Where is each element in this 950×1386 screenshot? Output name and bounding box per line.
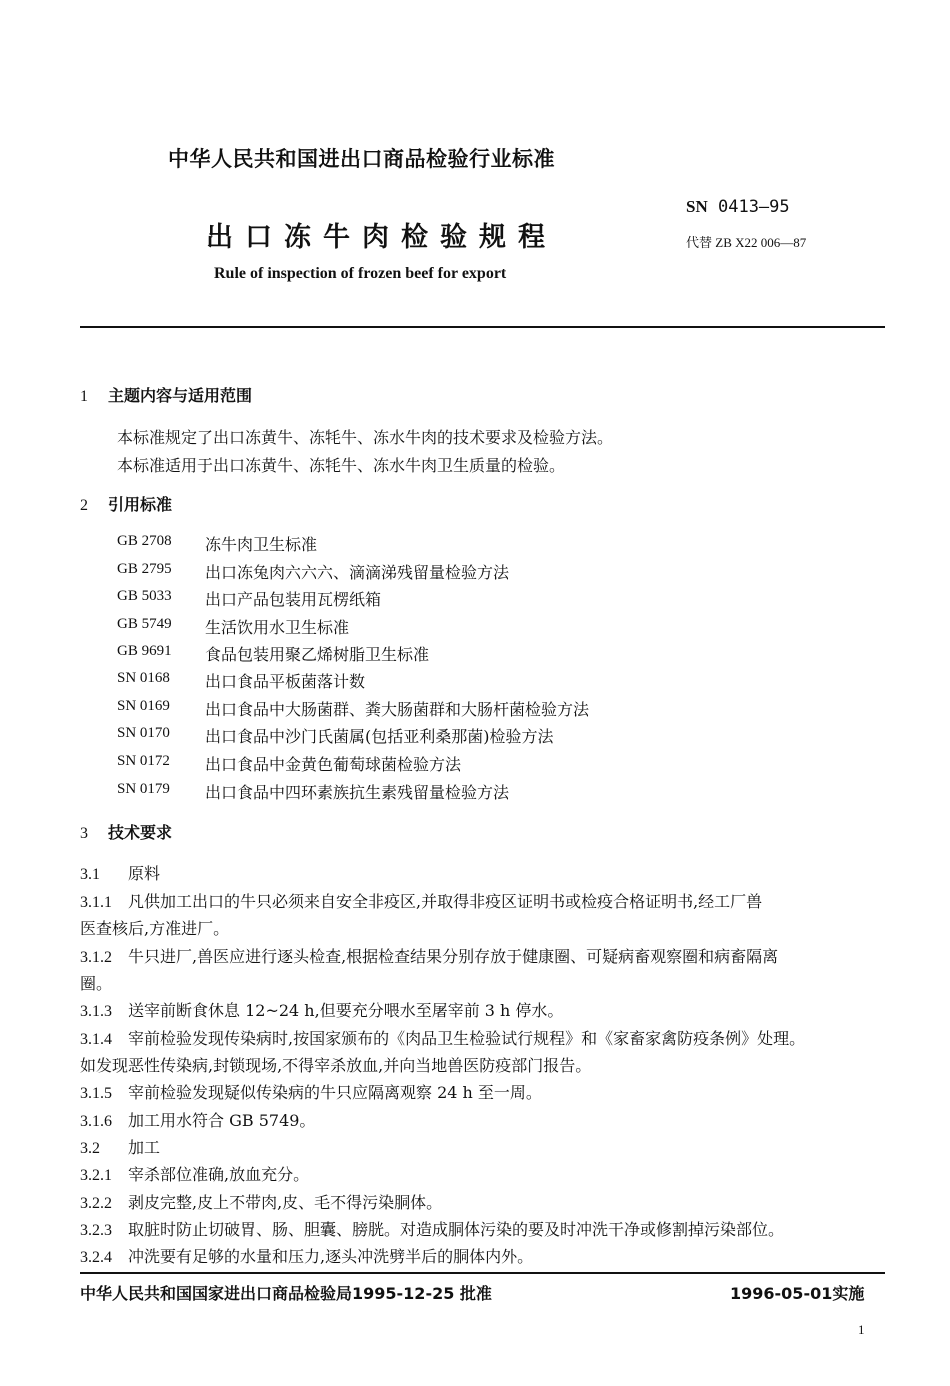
reference-code: GB 2795 [117,561,172,577]
clause-number: 3.1.3 [80,1003,112,1020]
footer-divider [80,1272,885,1274]
approval-statement: 中华人民共和国国家进出口商品检验局1995-12-25 批准 [80,1284,492,1303]
reference-title: 出口冻兔肉六六六、滴滴涕残留量检验方法 [205,563,510,582]
clause-3-1-2-continuation: 圈。 [80,974,113,993]
reference-code: GB 5033 [117,588,172,604]
reference-title: 冻牛肉卫生标准 [205,535,318,554]
clause-text: 宰前检验发现疑似传染病的牛只应隔离观察 24 h 至一周。 [128,1083,542,1102]
clause-3-1-1-continuation: 医查核后,方准进厂。 [80,919,230,938]
reference-code: SN 0168 [117,670,170,686]
reference-title: 生活饮用水卫生标准 [205,618,350,637]
clause-text: 加工 [128,1138,161,1157]
effective-label: 实施 [832,1284,865,1303]
issuing-authority-title: 中华人民共和国进出口商品检验行业标准 [168,147,555,171]
reference-title: 出口食品中沙门氏菌属(包括亚利桑那菌)检验方法 [205,727,554,746]
reference-code: GB 2708 [117,533,172,549]
clause-3-2-2 [80,1190,442,1213]
clause-text: 加工用水符合 GB 5749。 [128,1111,316,1130]
clause-3-2 [80,1135,160,1158]
clause-3-2-3 [80,1217,784,1240]
section-1-heading [80,383,252,406]
clause-number: 3.2.1 [80,1167,112,1184]
clause-text: 送宰前断食休息 12~24 h,但要充分喂水至屠宰前 3 h 停水。 [128,1001,564,1020]
clause-text: 原料 [128,864,161,883]
reference-code: GB 5749 [117,616,172,632]
reference-title: 出口食品中四环素族抗生素残留量检验方法 [205,783,510,802]
clause-3-1-1 [80,889,762,912]
clause-text: 凡供加工出口的牛只必须来自安全非疫区,并取得非疫区证明书或检疫合格证明书,经工厂兽 [128,892,763,911]
scope-paragraph: 本标准规定了出口冻黄牛、冻牦牛、冻水牛肉的技术要求及检验方法。 [117,428,614,447]
clause-number: 3.1 [80,866,100,883]
clause-text: 取脏时防止切破胃、肠、胆囊、膀胱。对造成胴体污染的要及时冲洗干净或修割掉污染部位。 [128,1220,785,1239]
section-title: 技术要求 [108,823,173,842]
clause-number: 3.2.3 [80,1222,112,1239]
section-2-heading [80,492,172,515]
reference-code: SN 0169 [117,698,170,714]
reference-title: 出口食品中金黄色葡萄球菌检验方法 [205,755,462,774]
reference-title: 出口食品平板菌落计数 [205,672,366,691]
clause-number: 3.1.2 [80,949,112,966]
page-number: 1 [858,1322,865,1337]
clause-number: 3.2.2 [80,1195,112,1212]
section-title: 主题内容与适用范围 [108,386,253,405]
clause-3-1-5 [80,1080,542,1103]
section-number: 2 [80,497,88,514]
clause-text: 牛只进厂,兽医应进行逐头检查,根据检查结果分别存放于健康圈、可疑病畜观察圈和病畜隔离 [128,947,779,966]
clause-3-1-4-continuation: 如发现恶性传染病,封锁现场,不得宰杀放血,并向当地兽医防疫部门报告。 [80,1056,592,1075]
clause-number: 3.1.1 [80,894,112,911]
clause-number: 3.2 [80,1140,100,1157]
applicability-paragraph: 本标准适用于出口冻黄牛、冻牦牛、冻水牛肉卫生质量的检验。 [117,456,566,475]
clause-number: 3.1.5 [80,1085,112,1102]
clause-3-1 [80,861,160,884]
header-divider [80,326,885,328]
clause-3-2-4 [80,1244,533,1267]
reference-code: SN 0170 [117,725,170,741]
document-title: 出口冻牛肉检验规程 [206,222,557,253]
clause-text: 宰杀部位准确,放血充分。 [128,1165,310,1184]
clause-3-1-6 [80,1108,315,1131]
reference-title: 出口产品包装用瓦楞纸箱 [205,590,382,609]
clause-text: 冲洗要有足够的水量和压力,逐头冲洗劈半后的胴体内外。 [128,1247,534,1266]
standard-code [686,197,790,217]
reference-code: GB 9691 [117,643,172,659]
clause-text: 剥皮完整,皮上不带肉,皮、毛不得污染胴体。 [128,1193,443,1212]
reference-title: 食品包装用聚乙烯树脂卫生标准 [205,645,430,664]
effective-date-value: 1996-05-01 [730,1284,833,1303]
reference-code: SN 0179 [117,781,170,797]
effective-date [730,1281,864,1304]
clause-3-1-4 [80,1026,805,1049]
reference-title: 出口食品中大肠菌群、粪大肠菌群和大肠杆菌检验方法 [205,700,590,719]
replaces-standard: 代替 ZB X22 006—87 [686,235,807,250]
clause-number: 3.2.4 [80,1249,112,1266]
clause-number: 3.1.4 [80,1031,112,1048]
section-title: 引用标准 [108,495,173,514]
section-3-heading [80,820,172,843]
section-number: 3 [80,825,88,842]
clause-3-1-3 [80,998,563,1021]
english-title: Rule of inspection of frozen beef for export [214,265,507,282]
clause-3-2-1 [80,1162,309,1185]
clause-number: 3.1.6 [80,1113,112,1130]
section-number: 1 [80,388,88,405]
standard-prefix: SN [686,197,708,216]
standard-number: 0413—95 [717,197,790,217]
clause-text: 宰前检验发现传染病时,按国家颁布的《肉品卫生检验试行规程》和《家畜家禽防疫条例》处理。 [128,1029,806,1048]
reference-code: SN 0172 [117,753,170,769]
clause-3-1-2 [80,944,778,967]
